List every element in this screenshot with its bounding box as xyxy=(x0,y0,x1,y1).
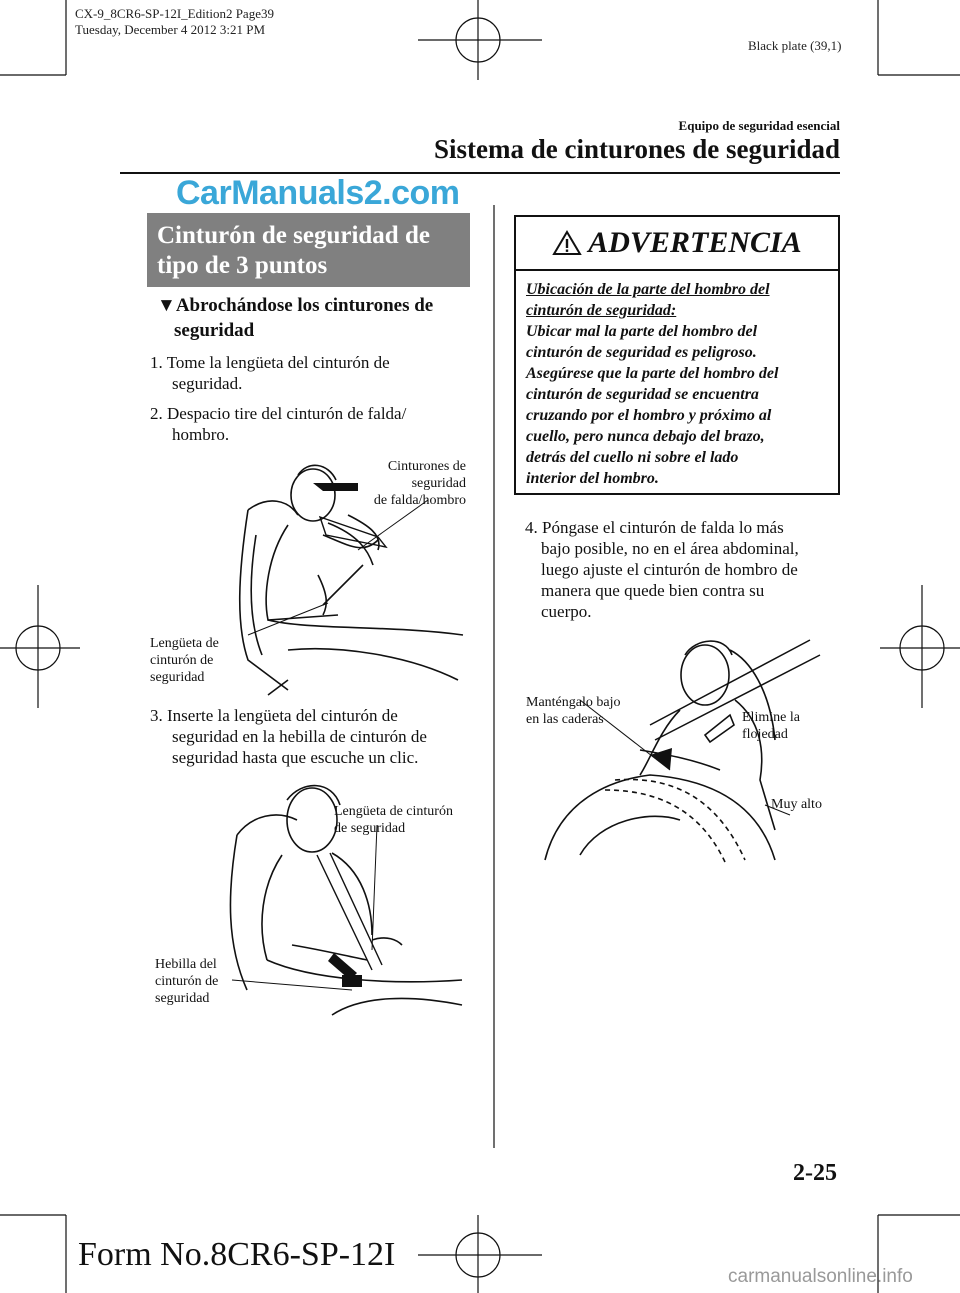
section-title-line2: tipo de 3 puntos xyxy=(157,252,328,279)
warning-box xyxy=(514,215,840,495)
fig1-label-tongue-line1: Lengüeta de xyxy=(150,636,219,651)
fig1-label-belt-line2: de falda/hombro xyxy=(373,493,466,508)
print-job-line1: CX-9_8CR6-SP-12I_Edition2 Page39 xyxy=(75,6,274,21)
step-4-line4: manera que quede bien contra su xyxy=(541,581,765,600)
fig3-label-keep-low-line2: en las caderas xyxy=(526,712,604,727)
step-3-line1: 3. Inserte la lengüeta del cinturón de xyxy=(150,706,398,725)
figure-lap-belt-position xyxy=(520,630,840,865)
fig1-label-belt xyxy=(332,458,466,509)
fig2-label-tongue xyxy=(334,803,453,837)
warning-subject-line1: Ubicación de la parte del hombro del xyxy=(526,281,770,298)
warning-line: interior del hombro. xyxy=(526,470,659,487)
chapter-heading: Equipo de seguridad esencial xyxy=(678,118,840,133)
fig3-label-remove-slack xyxy=(742,709,800,743)
warning-line: cinturón de seguridad es peligroso. xyxy=(526,344,757,361)
warning-subject-line2: cinturón de seguridad: xyxy=(526,302,677,319)
plate-info: Black plate (39,1) xyxy=(748,38,842,53)
step-2-line2: hombro. xyxy=(172,425,230,444)
footer-site-watermark: carmanualsonline.info xyxy=(728,1266,913,1287)
warning-title: ADVERTENCIA xyxy=(588,226,802,259)
step-4-line2: bajo posible, no en el área abdominal, xyxy=(541,539,799,558)
warning-header xyxy=(516,217,838,271)
print-job-line2: Tuesday, December 4 2012 3:21 PM xyxy=(75,22,266,37)
warning-body xyxy=(516,271,838,489)
fig1-label-tongue-line3: seguridad xyxy=(150,670,205,685)
subhead-line1: Abrochándose los cinturones de xyxy=(175,295,434,316)
page-number: 2-25 xyxy=(793,1160,837,1186)
subhead-line2: seguridad xyxy=(174,320,255,341)
fig2-label-buckle xyxy=(155,956,218,1007)
step-4 xyxy=(525,517,845,622)
subsection-heading xyxy=(157,293,477,343)
fig2-label-buckle-line1: Hebilla del xyxy=(155,957,217,972)
triangle-bullet-icon: ▼ xyxy=(157,295,176,316)
fig3-label-keep-low xyxy=(526,694,620,728)
fig2-label-tongue-line2: de seguridad xyxy=(334,821,406,836)
step-2 xyxy=(150,403,480,445)
step-4-line5: cuerpo. xyxy=(541,602,592,621)
warning-line: Asegúrese que la parte del hombro del xyxy=(526,365,779,382)
fig1-label-tongue-line2: cinturón de xyxy=(150,653,214,668)
step-3-line3: seguridad hasta que escuche un clic. xyxy=(172,748,419,767)
fig3-label-remove-slack-line1: Elimine la xyxy=(742,710,800,725)
step-3-line2: seguridad en la hebilla de cinturón de xyxy=(172,727,427,746)
warning-line: cinturón de seguridad se encuentra xyxy=(526,386,759,403)
section-heading: Sistema de cinturones de seguridad xyxy=(433,134,840,164)
fig3-label-too-high: Muy alto xyxy=(771,797,822,812)
step-4-line1: 4. Póngase el cinturón de falda lo más xyxy=(525,518,784,537)
section-title-box xyxy=(147,213,470,287)
fig2-label-buckle-line2: cinturón de xyxy=(155,974,219,989)
warning-line: detrás del cuello ni sobre el lado xyxy=(526,449,739,466)
step-1 xyxy=(150,352,470,394)
fig3-label-remove-slack-line2: flojedad xyxy=(742,727,788,742)
watermark-logo: CarManuals2.com xyxy=(176,174,460,212)
step-3 xyxy=(150,705,485,768)
form-number: Form No.8CR6-SP-12I xyxy=(78,1236,396,1273)
print-job-info xyxy=(75,6,274,38)
step-2-line1: 2. Despacio tire del cinturón de falda/ xyxy=(150,404,407,423)
fig1-label-belt-line1: Cinturones de seguridad xyxy=(387,459,466,491)
step-1-line2: seguridad. xyxy=(172,374,243,393)
fig1-label-tongue xyxy=(150,635,219,686)
fig2-label-buckle-line3: seguridad xyxy=(155,991,210,1006)
warning-triangle-icon xyxy=(552,230,582,256)
step-1-line1: 1. Tome la lengüeta del cinturón de xyxy=(150,353,390,372)
warning-line: cuello, pero nunca debajo del brazo, xyxy=(526,428,765,445)
warning-line: cruzando por el hombro y próximo al xyxy=(526,407,772,424)
fig2-label-tongue-line1: Lengüeta de cinturón xyxy=(334,804,453,819)
warning-line: Ubicar mal la parte del hombro del xyxy=(526,323,758,340)
step-4-line3: luego ajuste el cinturón de hombro de xyxy=(541,560,798,579)
section-title-line1: Cinturón de seguridad de xyxy=(157,222,430,249)
fig3-label-keep-low-line1: Manténgalo bajo xyxy=(526,695,621,710)
